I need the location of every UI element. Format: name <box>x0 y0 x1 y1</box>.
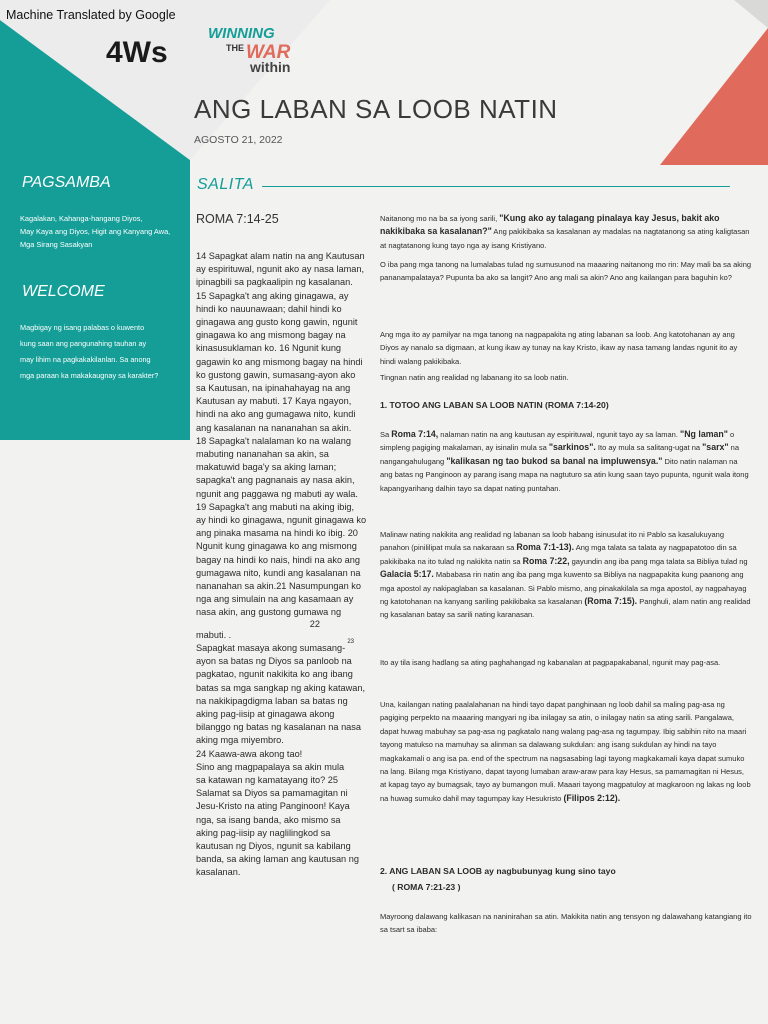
look-paragraph: Tingnan natin ang realidad ng labanang ito sa loob natin. <box>380 373 569 382</box>
scripture-line: batas sa mga sangkap ng aking katawan, <box>196 682 366 693</box>
scripture-line: kasalanan. <box>196 867 241 878</box>
scripture-line: sa katawan ng kamatayang ito? 25 <box>196 774 338 785</box>
welcome-line: kung saan ang pangunahing tauhan ay <box>20 339 147 348</box>
page-title: ANG LABAN SA LOOB NATIN <box>194 94 558 124</box>
scripture-line: na nakikipagdigma laban sa batas ng <box>196 695 348 706</box>
questions-paragraph: O iba pang mga tanong na lumalabas tulad ng sumusunod na maaaring naitanong mo rin: May mali ba sa aking pananampalataya? Pupunta ba ako sa langit? Ano ang mali sa akin? Ano ang kailangan para baguhin ko? <box>380 260 752 283</box>
scripture-line: mabuti. . <box>196 629 232 640</box>
scripture-text <box>196 250 372 880</box>
logo-word-within: within <box>250 59 291 75</box>
welcome-prompt <box>20 320 158 384</box>
winning-the-war-within-logo <box>206 20 306 76</box>
scripture-line: Sino ang magpapalaya sa akin mula <box>196 761 345 772</box>
scripture-line: ay hindi ko ginagawa, ngunit ginagawa ko <box>196 515 367 526</box>
scripture-line: gumagawa nito, kundi ang kasalanan na <box>196 567 361 578</box>
scripture-line: ngunit ang paggawa ng mabuti ay wala. <box>196 488 358 499</box>
verse-number-23: 23 <box>347 638 354 645</box>
scripture-line: ipinagbili sa pagkaalipin ng kasalanan. <box>196 277 353 288</box>
scripture-line: aking pag-iisip at ginagawa akong <box>196 708 335 719</box>
scripture-line: ang pinaka masama na hindi ko ibig. 20 <box>196 528 358 539</box>
welcome-line: mga paraan ka makakaugnay sa karakter? <box>20 371 159 380</box>
logo-word-the: THE <box>226 43 244 53</box>
scripture-line: mabuting nananahan sa akin, sa <box>196 449 329 460</box>
scripture-line: bilanggo ng batas ng kasalanan na nasa <box>196 722 361 733</box>
scripture-line: nga, sa isang banda, ako mismo sa <box>196 814 341 825</box>
scripture-line: 14 Sapagkat alam natin na ang Kautusan <box>196 251 365 261</box>
reality-paragraph: Malinaw nating nakikita ang realidad ng labanan sa loob habang isinusulat ito ni Pablo sa kasalukuyang panahon (pinililipat mula sa nakaraan sa Roma 7:1-13). Ang mga talata sa talata ay nagpapatotoo din sa pakikibaka na ito tulad ng nakikita natin sa Roma 7:22, gayundin ang iba pang mga talata sa Bibliya tulad ng Galacia 5:17. Mababasa rin natin ang iba pang mga kuwento sa Bibliya na nagpapakita kung paanong ang mga apostol ay nakipaglaban sa kasalanan. Si Pablo mismo, ang pinakakilala sa mga apostol, ay nagpahayag ng katotohanan na kanyang sariling pakikibaka sa kasalanan (Roma 7:15). Panghuli, alam natin ang realidad ng kasalanan batay sa sarili nating karanasan. <box>380 530 751 620</box>
scripture-line: ko gustong gawin, sumasang-ayon ako <box>196 369 356 380</box>
two-natures-paragraph: Mayroong dalawang kalikasan na naninirahan sa atin. Makikita natin ang tensyon ng dalawahang katangiang ito sa tsart sa ibaba: <box>380 912 752 935</box>
sarx-paragraph: Sa Roma 7:14, nalaman natin na ang kautusan ay espirituwal, ngunit tayo ay sa laman. "Ng laman" o simpleng pagiging makalaman, ay isinalin mula sa "sarkinos". Ito ay mula sa salitang-ugat na "sarx" na nangangahulugang "kalikasan ng tao bukod sa banal na impluwensya." Dito natin nalaman na ang batas ng Panginoon ay parang isang mapa na nagtuturo sa atin kung saan tayo pupunta, ngunit wala itong kapangyarihang dalhin tayo sa dapat nating puntahan. <box>380 429 749 493</box>
song-line: May Kaya ang Diyos, Higit ang Kanyang Awa, <box>20 227 171 236</box>
song-line: Kagalakan, Kahanga-hangang Diyos, <box>20 214 143 223</box>
scripture-line: 24 Kaawa-awa akong tao! <box>196 748 303 759</box>
scripture-line: nga ang simulain na ang kasamaan ay <box>196 594 354 605</box>
series-title: 4Ws <box>106 36 168 69</box>
section-heading-2-reference: ( ROMA 7:21-23 ) <box>392 882 461 892</box>
hope-paragraph: Ito ay tila isang hadlang sa ating paghahangad ng kabanalan at pagpapakabanal, ngunit may pag-asa. <box>380 658 721 667</box>
scripture-line: ang kasalanan na nananahan sa akin. <box>196 422 352 433</box>
salita-heading: SALITA <box>197 176 254 193</box>
welcome-line: may lihim na pagkakakilanlan. Sa anong <box>20 355 151 364</box>
page-date: AGOSTO 21, 2022 <box>194 134 283 146</box>
salita-divider <box>262 186 730 187</box>
scripture-line: 15 Sapagka't ang aking ginagawa, ay <box>196 290 349 301</box>
scripture-line: kautusan ng Diyos, ngunit sa kabilang <box>196 840 351 851</box>
song-line: Mga Sirang Sasakyan <box>20 240 93 249</box>
section-heading-1: 1. TOTOO ANG LABAN SA LOOB NATIN (ROMA 7:14-20) <box>380 400 609 410</box>
scripture-line: kinasusuklaman ko. 16 Ngunit kung <box>196 343 342 354</box>
scripture-line: pagkatao, ngunit nakikita ko ang ibang <box>196 669 353 680</box>
scripture-line: aking mga miyembro. <box>196 735 284 746</box>
scripture-line: ayon sa batas ng Diyos sa panloob na <box>196 656 352 667</box>
scripture-line: gagawin ko ang mismong bagay na hindi <box>196 356 363 367</box>
scripture-line: hindi ko nauunawaan; dahil hindi ko <box>196 303 342 314</box>
scripture-line: ginagawa ang gusto kong gawin, ngunit <box>196 317 358 328</box>
scripture-line: sapagka't ang pagnanais ay nasa akin, <box>196 475 355 486</box>
scripture-line: banda, sa aking laman ang kautusan ng <box>196 854 359 865</box>
logo-word-winning: WINNING <box>208 25 275 42</box>
section-heading-2: 2. ANG LABAN SA LOOB ay nagbubunyag kung sino tayo <box>380 866 616 876</box>
scripture-line: 19 Sapagka't ang mabuti na aking ibig, <box>196 501 355 512</box>
scripture-line: Kautusan ay mabuti. 17 Kaya ngayon, <box>196 396 352 407</box>
pagsamba-heading: PAGSAMBA <box>22 174 111 191</box>
verse-number-22: 22 <box>309 618 320 629</box>
scripture-line: nasa akin, ang gustong gumawa ng <box>196 607 342 618</box>
pagsamba-songs <box>20 212 170 251</box>
welcome-heading: WELCOME <box>22 283 105 300</box>
scripture-line: sa Kautusan, na ipinahahayag na ang <box>196 383 351 394</box>
scripture-line: ginagawa ko ang mismong bagay na <box>196 330 346 341</box>
coral-stripe-decoration <box>638 0 768 165</box>
passage-reference: ROMA 7:14-25 <box>196 212 279 226</box>
logo-word-war: WAR <box>246 42 291 63</box>
battle-paragraph: Ang mga ito ay pamilyar na mga tanong na nagpapakita ng ating labanan sa loob. Ang katotohanan ay ang Diyos ay nanalo sa digmaan, at kung ikaw ay tunay na kay Kristo, ikaw ay nasa tamang landas ngunit ito ay hindi walang pakikibaka. <box>380 330 738 366</box>
scripture-line: makatuwid baga'y sa aking laman; <box>196 462 337 473</box>
scripture-line: Ngunit kung ginagawa ko ang mismong <box>196 541 357 552</box>
intro-paragraph: Naitanong mo na ba sa iyong sarili, "Kung ako ay talagang pinalaya kay Jesus, bakit ako nakikibaka sa kasalanan?" Ang pakikibaka sa kasalanan ay madalas na nagtatanong sa ating kaligtasan at nagtatanong kung tayo nga ay isang Kristiyano. <box>380 213 750 250</box>
scripture-line: ay espirituwal, ngunit ako ay nasa laman, <box>196 264 365 275</box>
scripture-line: Jesu-Kristo na ating Panginoon! Kaya <box>196 801 350 812</box>
perfection-paragraph: Una, kailangan nating paalalahanan na hindi tayo dapat panghinaan ng loob dahil sa maling pag-asa ng pagiging perpekto na maaaring mangyari ng iba inilagay sa atin, o inilagay natin sa ating sarili. Pangalawa, dapat huwag mabuhay sa pag-asa ng pagkatalo nang walang pag-asa ng tagumpay. Ibig sabihin nito na maari tayong matukso na mamuhay sa alinman sa dalawang sukdulan: ang isang sukdulan ay hindi na tayo magkakamali o ang isa pa. end of the spectrum na nagsasabing lagi tayong magkakamali kaya dapat sumuko na lang. Bilang mga Kristiyano, dapat tayong lumaban araw-araw para kay Hesus, sa pamamagitan ni Hesus, at kapag tayo ay bumagsak, tayo ay bumangon muli. Maaari tayong magpatuloy at magkaroon ng lakas ng loob na huwag sumuko dahil may tagumpay kay Hesukristo (Filipos 2:12). <box>380 700 751 803</box>
scripture-line: Sapagkat masaya akong sumasang- 23 <box>196 642 372 655</box>
scripture-line: nananahan sa akin.21 Nasumpungan ko <box>196 581 361 592</box>
welcome-line: Magbigay ng isang palabas o kuwento <box>20 323 145 332</box>
scripture-line: hindi na ako ang gumagawa nito, kundi <box>196 409 356 420</box>
scripture-line: aking pag-iisip ay naglilingkod sa <box>196 827 331 838</box>
scripture-line: 18 Sapagka't nalalaman ko na walang <box>196 435 351 446</box>
scripture-line: bagay na hindi ko nais, hindi na ako ang <box>196 554 360 565</box>
machine-translated-label: Machine Translated by Google <box>6 8 176 22</box>
scripture-line: Salamat sa Diyos sa pamamagitan ni <box>196 788 348 799</box>
